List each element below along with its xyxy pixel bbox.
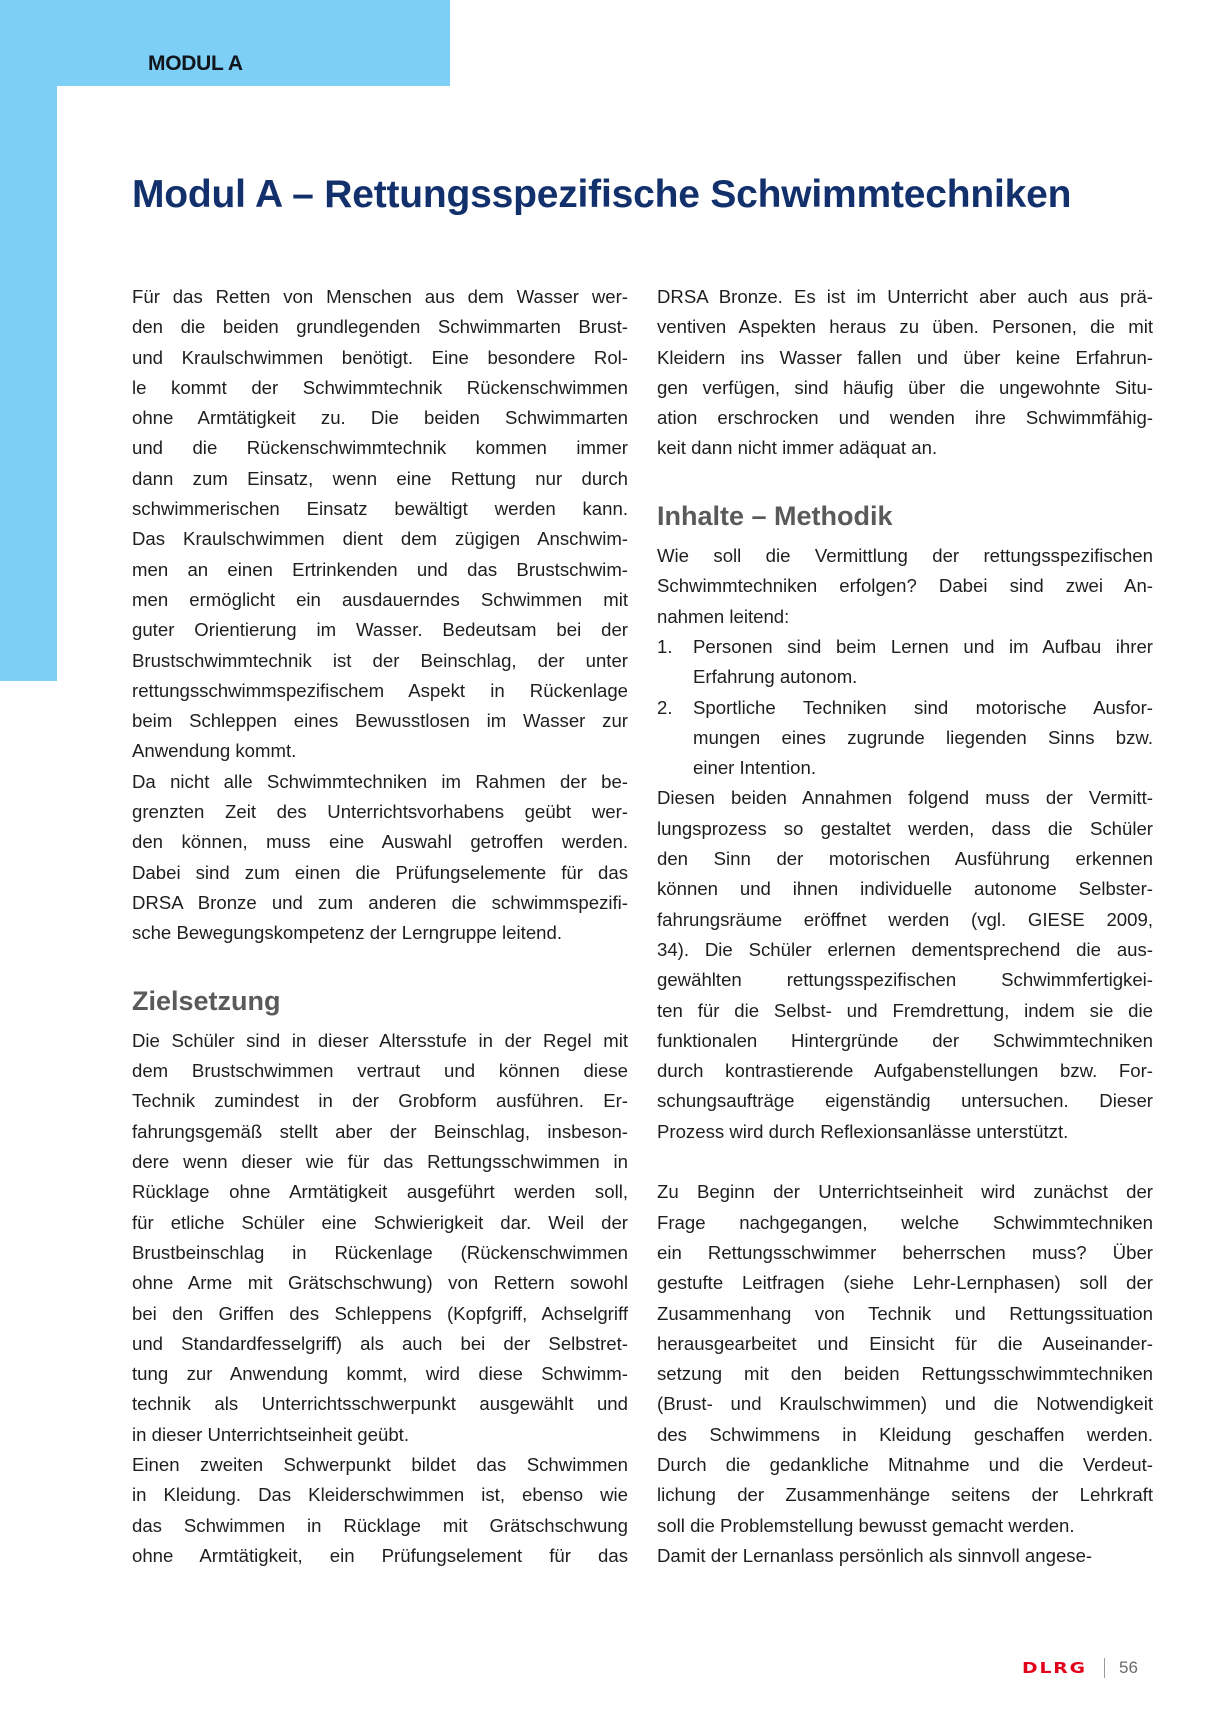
text-line: und Kraulschwimmen benötigt. Eine besondere Rol- <box>132 346 628 368</box>
assumptions-list <box>657 632 1153 783</box>
list-number: 2. <box>657 696 673 718</box>
text-line: setzung mit den beiden Rettungsschwimmtechniken <box>657 1363 1153 1385</box>
paragraph-process <box>657 783 1153 1147</box>
text-line: für etliche Schüler eine Schwierigkeit dar. Weil der <box>132 1211 628 1233</box>
text-line: guter Orientierung im Wasser. Bedeutsam bei der <box>132 619 628 641</box>
right-column <box>657 282 1153 1571</box>
text-line: gewählten rettungsspezifischen Schwimmfertigkei- <box>657 969 1153 991</box>
paragraph-goal <box>132 1026 628 1450</box>
side-accent-band <box>0 0 57 681</box>
text-line: ten für die Selbst- und Fremdrettung, indem sie die <box>657 999 1153 1021</box>
page-footer <box>1022 1658 1138 1678</box>
text-line: Damit der Lernanlass persönlich als sinnvoll angese- <box>657 1544 1093 1566</box>
text-line: Personen sind beim Lernen und im Aufbau ihrer <box>693 635 1153 657</box>
text-line: des Schwimmens in Kleidung geschaffen werden. <box>657 1423 1153 1445</box>
text-line: men ermöglicht ein ausdauerndes Schwimmen mit <box>132 588 628 610</box>
text-line: (Brust- und Kraulschwimmen) und die Notwendigkeit <box>657 1393 1153 1415</box>
text-line: den können, muss eine Auswahl getroffen werden. <box>132 831 628 853</box>
text-line: le kommt der Schwimmtechnik Rückenschwimmen <box>132 376 628 398</box>
text-line: schungsaufträge eigenständig untersuchen. Dieser <box>657 1090 1153 1112</box>
text-line: Technik zumindest in der Grobform ausführen. Er- <box>132 1090 628 1112</box>
text-line: soll die Problemstellung bewusst gemacht werden. <box>657 1514 1075 1536</box>
text-line: Für das Retten von Menschen aus dem Wasser wer- <box>132 286 628 307</box>
text-line: rettungsschwimmspezifischem Aspekt in Rückenlage <box>132 679 628 701</box>
text-line: bei den Griffen des Schleppens (Kopfgriff, Achselgriff <box>132 1302 628 1324</box>
text-line: DRSA Bronze. Es ist im Unterricht aber auch aus prä- <box>657 286 1153 307</box>
section-heading-zielsetzung: Zielsetzung <box>132 985 281 1016</box>
text-line: herausgearbeitet und Einsicht für die Auseinander- <box>657 1332 1153 1354</box>
paragraph-intro <box>132 282 628 767</box>
text-line: den Sinn der motorischen Ausführung erkennen <box>657 848 1153 870</box>
text-line: mungen eines zugrunde liegenden Sinns bzw. <box>693 726 1153 748</box>
text-line: Rücklage ohne Armtätigkeit ausgeführt werden soll, <box>132 1181 628 1203</box>
text-line: schwimmerischen Einsatz bewältigt werden kann. <box>132 498 628 520</box>
text-line: sche Bewegungskompetenz der Lerngruppe leitend. <box>132 922 563 944</box>
text-line: Das Kraulschwimmen dient dem zügigen Anschwim- <box>132 528 628 550</box>
text-line: Brustbeinschlag in Rückenlage (Rückenschwimmen <box>132 1241 628 1263</box>
list-item <box>657 632 1153 693</box>
text-line: Zu Beginn der Unterrichtseinheit wird zunächst der <box>657 1181 1153 1203</box>
text-line: gestufte Leitfragen (siehe Lehr-Lernphasen) soll der <box>657 1272 1153 1294</box>
text-line: Brustschwimmtechnik ist der Beinschlag, der unter <box>132 649 628 671</box>
text-line: fahrungsgemäß stellt aber der Beinschlag, insbeson- <box>132 1120 628 1142</box>
page-number: 56 <box>1119 1658 1138 1677</box>
text-line: ohne Armtätigkeit zu. Die beiden Schwimmarten <box>132 407 628 429</box>
text-line: funktionalen Hintergründe der Schwimmtechniken <box>657 1029 1153 1051</box>
text-line: ohne Armtätigkeit, ein Prüfungselement für das <box>132 1544 628 1566</box>
text-line: in dieser Unterrichtseinheit geübt. <box>132 1423 409 1445</box>
text-line: in Kleidung. Das Kleiderschwimmen ist, ebenso wie <box>132 1484 628 1506</box>
text-line: ation erschrocken und wenden ihre Schwimmfähig- <box>657 407 1153 429</box>
text-line: Einen zweiten Schwerpunkt bildet das Schwimmen <box>132 1453 628 1475</box>
text-line: Durch die gedankliche Mitnahme und die Verdeut- <box>657 1453 1153 1475</box>
text-line: dere wenn dieser wie für das Rettungsschwimmen in <box>132 1151 628 1173</box>
text-line: keit dann nicht immer adäquat an. <box>657 437 938 459</box>
text-line: lungsprozess so gestaltet werden, dass die Schüler <box>657 817 1153 839</box>
text-line: Sportliche Techniken sind motorische Ausfor- <box>693 696 1153 718</box>
text-line: Die Schüler sind in dieser Altersstufe in der Regel mit <box>132 1029 628 1051</box>
text-line: dem Brustschwimmen vertraut und können diese <box>132 1060 628 1082</box>
text-line: 34). Die Schüler erlernen dementsprechend die aus- <box>657 938 1153 960</box>
text-line: nahmen leitend: <box>657 605 790 627</box>
text-line: DRSA Bronze und zum anderen die schwimmspezifi- <box>132 891 628 913</box>
text-line: fahrungsräume eröffnet werden (vgl. GIESE 2009, <box>657 908 1153 930</box>
text-line: ein Rettungsschwimmer beherrschen muss? Über <box>657 1241 1153 1263</box>
text-line: und die Rückenschwimmtechnik kommen immer <box>132 437 628 459</box>
paragraph-beginning <box>657 1177 1153 1571</box>
text-line: ventiven Aspekten heraus zu üben. Personen, die mit <box>657 316 1153 338</box>
text-line: durch kontrastierende Aufgabenstellungen bzw. For- <box>657 1060 1153 1082</box>
list-item <box>657 693 1153 784</box>
text-line: können und ihnen individuelle autonome Selbster- <box>657 878 1153 900</box>
text-line: und Standardfesselgriff) als auch bei der Selbstret- <box>132 1332 628 1354</box>
text-line: beim Schleppen eines Bewusstlosen im Wasser zur <box>132 710 628 732</box>
module-label: MODUL A <box>148 52 243 75</box>
text-line: Da nicht alle Schwimmtechniken im Rahmen der be- <box>132 770 628 792</box>
text-line: Prozess wird durch Reflexionsanlässe unterstützt. <box>657 1120 1069 1142</box>
text-line: Erfahrung autonom. <box>693 666 858 688</box>
text-line: Schwimmtechniken erfolgen? Dabei sind zwei An- <box>657 575 1153 597</box>
text-line: dann zum Einsatz, wenn eine Rettung nur durch <box>132 467 628 489</box>
text-line: das Schwimmen in Rücklage mit Grätschschwung <box>132 1514 628 1536</box>
text-line: lichung der Zusammenhänge seitens der Lehrkraft <box>657 1484 1153 1506</box>
text-line: Frage nachgegangen, welche Schwimmtechniken <box>657 1211 1153 1233</box>
text-line: Diesen beiden Annahmen folgend muss der Vermitt- <box>657 787 1153 809</box>
text-line: den die beiden grundlegenden Schwimmarten Brust- <box>132 316 628 338</box>
text-line: Kleidern ins Wasser fallen und über keine Erfahrun- <box>657 346 1153 368</box>
text-line: ohne Arme mit Grätschschwung) von Rettern sowohl <box>132 1272 628 1294</box>
text-line: Anwendung kommt. <box>132 740 297 762</box>
text-line: Dabei sind zum einen die Prüfungselemente für das <box>132 861 628 883</box>
text-line: Zusammenhang von Technik und Rettungssituation <box>657 1302 1153 1324</box>
section-heading-inhalte-methodik: Inhalte – Methodik <box>657 501 893 532</box>
dlrg-logo: DLRG <box>1022 1659 1087 1677</box>
text-line: grenzten Zeit des Unterrichtsvorhabens geübt wer- <box>132 801 628 823</box>
text-line: gen verfügen, sind häufig über die ungewohnte Situ- <box>657 376 1153 398</box>
text-line: Wie soll die Vermittlung der rettungsspezifischen <box>657 545 1153 567</box>
page-title: Modul A – Rettungsspezifische Schwimmtechniken <box>132 173 1072 216</box>
left-column <box>132 282 628 1571</box>
text-line: einer Intention. <box>693 757 817 779</box>
paragraph-continuation <box>657 282 1153 464</box>
paragraph-question <box>657 541 1153 632</box>
paragraph-second-focus <box>132 1450 628 1571</box>
text-line: technik als Unterrichtsschwerpunkt ausgewählt und <box>132 1393 628 1415</box>
text-line: tung zur Anwendung kommt, wird diese Schwimm- <box>132 1363 628 1385</box>
paragraph-selection <box>132 767 628 949</box>
list-number: 1. <box>657 635 673 657</box>
text-line: men an einen Ertrinkenden und das Brustschwim- <box>132 558 628 580</box>
